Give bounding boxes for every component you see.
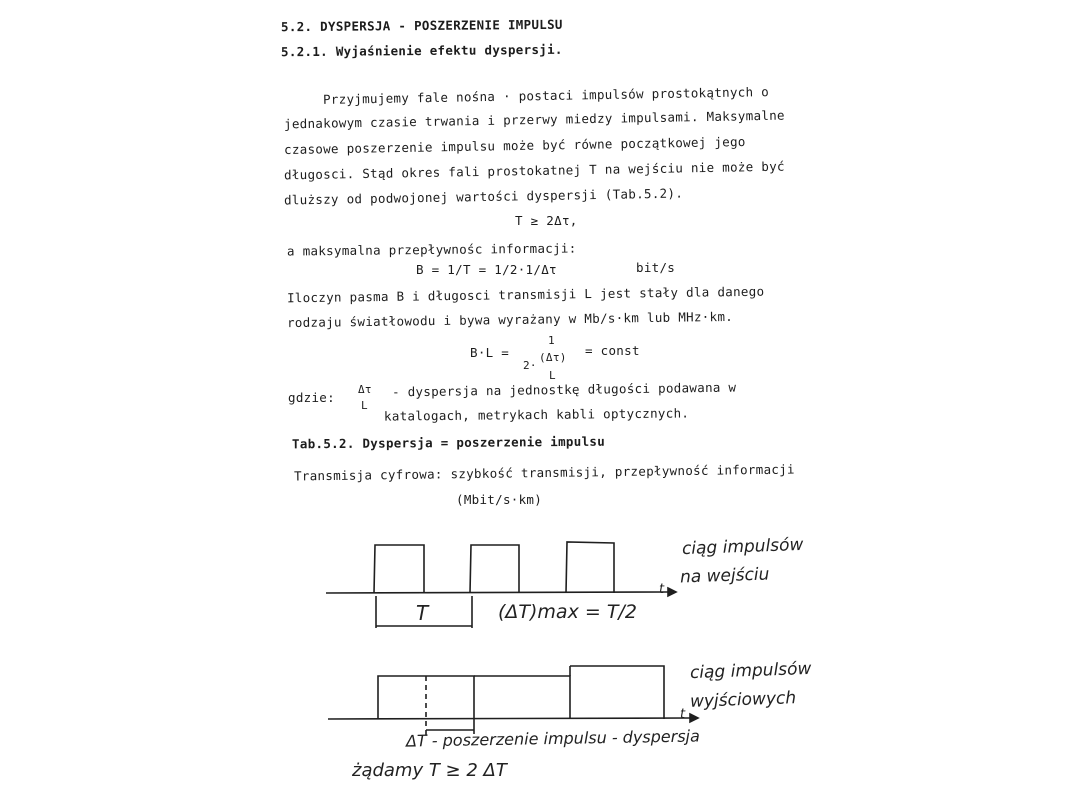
where-text-2: katalogach, metrykach kabli optycznych. xyxy=(383,405,690,424)
rate-intro: a maksymalna przepływnośc informacji: xyxy=(286,240,577,259)
product-line-1: Iloczyn pasma B i długosci transmisji L jest stały dla danego xyxy=(286,283,765,306)
input-pulse-3 xyxy=(566,542,614,593)
input-label-2: na wejściu xyxy=(679,564,770,588)
input-t-axis-label: t xyxy=(659,582,665,597)
period-label: T xyxy=(416,601,429,625)
input-label-1: ciąg impulsów xyxy=(681,534,804,560)
formula-denom-den: L xyxy=(549,369,556,382)
rate-formula: B = 1/T = 1/2·1/Δτ xyxy=(416,262,557,277)
output-t-axis-label: t xyxy=(680,707,686,722)
where-frac-den: L xyxy=(361,399,368,412)
output-axis-arrow xyxy=(690,714,698,722)
output-label-2: wyjściowych xyxy=(689,688,797,712)
requirement-note: żądamy T ≥ 2 ΔT xyxy=(352,760,507,781)
formula-numerator: 1 xyxy=(548,334,555,347)
output-label-1: ciąg impulsów xyxy=(689,658,812,684)
input-pulse-1 xyxy=(374,545,424,593)
condition-formula: T ≥ 2Δτ, xyxy=(515,213,578,228)
rate-unit: bit/s xyxy=(636,260,676,275)
max-broadening-label: (ΔT)max = T/2 xyxy=(498,601,637,623)
broadening-note: ΔT - poszerzenie impulsu - dyspersja xyxy=(405,726,700,751)
formula-lhs: B·L = xyxy=(470,345,510,360)
product-line-2: rodzaju światłowodu i bywa wyrażany w Mb/s·km lub MHz·km. xyxy=(286,308,734,331)
where-label: gdzie: xyxy=(288,390,335,405)
paragraph-line-5: dluższy od podwojonej wartości dyspersji (Tab.5.2). xyxy=(283,185,684,208)
paragraph-line-2: jednakowym czasie trwania i przerwy miedzy impulsami. Maksymalne xyxy=(283,107,785,132)
output-pulse-2 xyxy=(474,676,570,719)
output-time-axis xyxy=(328,718,690,719)
input-axis-arrow xyxy=(668,588,676,596)
section-heading: 5.2. DYSPERSJA - POSZERZENIE IMPULSU xyxy=(280,16,563,35)
formula-denom-num: (Δτ) xyxy=(539,351,567,364)
where-text-1: - dyspersja na jednostkę długości podawana w xyxy=(391,379,737,400)
formula-denom-prefix: 2· xyxy=(523,359,537,372)
unit-line: (Mbit/s·km) xyxy=(456,492,543,507)
table-caption: Tab.5.2. Dyspersja = poszerzenie impulsu xyxy=(291,433,606,452)
where-frac-num: Δτ xyxy=(358,383,372,396)
formula-rhs: = const xyxy=(585,343,640,358)
transmission-line: Transmisja cyfrowa: szybkość transmisji, przepływność informacji xyxy=(293,461,795,484)
output-pulse-3 xyxy=(570,666,664,719)
subsection-heading: 5.2.1. Wyjaśnienie efektu dyspersji. xyxy=(280,41,563,60)
input-time-axis xyxy=(326,592,668,593)
paragraph-line-4: długosci. Stąd okres fali prostokatnej T na wejściu nie może być xyxy=(283,158,785,183)
paragraph-line-1: Przyjmujemy fale nośna · postaci impulsów prostokątnych o xyxy=(322,84,770,107)
input-pulse-2 xyxy=(470,545,519,593)
paragraph-line-3: czasowe poszerzenie impulsu może być równe początkowej jego xyxy=(283,133,746,158)
